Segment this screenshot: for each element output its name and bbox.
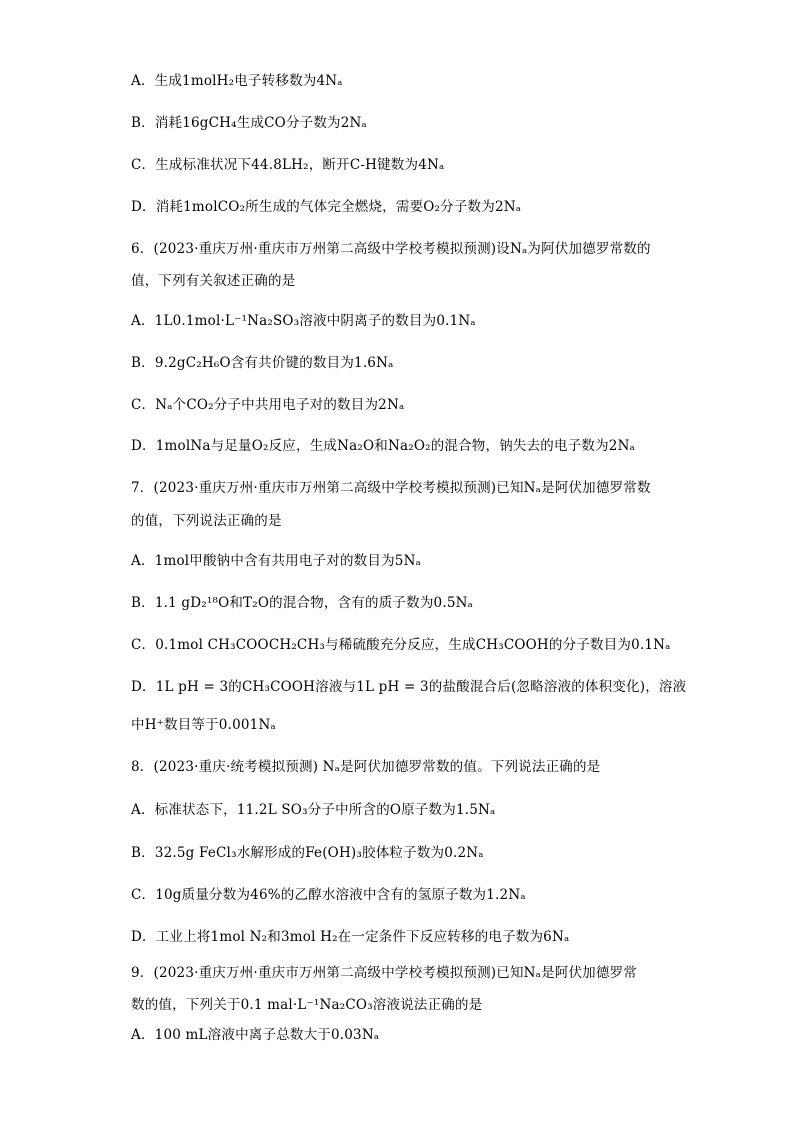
option-line: A．1L0.1mol·L⁻¹Na₂SO₃溶液中阴离子的数目为0.1Nₐ: [131, 313, 476, 329]
option-line: A．生成1molH₂电子转移数为4Nₐ: [131, 73, 343, 89]
question-stem: 6．(2023·重庆万州·重庆市万州第二高级中学校考模拟预测)设Nₐ为阿伏加德罗常数的: [131, 241, 651, 257]
option-line: B．消耗16gCH₄生成CO分子数为2Nₐ: [131, 115, 367, 131]
option-line: C．Nₐ个CO₂分子中共用电子对的数目为2Nₐ: [131, 397, 405, 413]
option-line: C．生成标准状况下44.8LH₂，断开C-H键数为4Nₐ: [131, 157, 445, 173]
question-stem: 9．(2023·重庆万州·重庆市万州第二高级中学校考模拟预测)已知Nₐ是阿伏加德罗常: [131, 965, 637, 981]
question-stem-continued: 值，下列有关叙述正确的是: [131, 273, 296, 289]
option-line: B．1.1 gD₂¹⁸O和T₂O的混合物，含有的质子数为0.5Nₐ: [131, 595, 474, 611]
question-stem-continued: 的值，下列说法正确的是: [131, 513, 282, 529]
question-stem-continued: 数的值，下列关于0.1 mal·L⁻¹Na₂CO₃溶液说法正确的是: [131, 997, 483, 1013]
option-line: D．1L pH = 3的CH₃COOH溶液与1L pH = 3的盐酸混合后(忽略溶液的体积变化)，溶液: [131, 679, 687, 695]
option-line: C．0.1mol CH₃COOCH₂CH₃与稀硫酸充分反应，生成CH₃COOH的分子数目为0.1Nₐ: [131, 637, 671, 653]
option-line: B．9.2gC₂H₆O含有共价键的数目为1.6Nₐ: [131, 355, 394, 371]
question-stem: 8．(2023·重庆·统考模拟预测) Nₐ是阿伏加德罗常数的值。下列说法正确的是: [131, 759, 601, 775]
question-stem: 7．(2023·重庆万州·重庆市万州第二高级中学校考模拟预测)已知Nₐ是阿伏加德罗常数: [131, 480, 651, 496]
option-line: D．工业上将1mol N₂和3mol H₂在一定条件下反应转移的电子数为6Nₐ: [131, 929, 570, 945]
option-line: A．100 mL溶液中离子总数大于0.03Nₐ: [131, 1027, 380, 1043]
option-line: A．1mol甲酸钠中含有共用电子对的数目为5Nₐ: [131, 553, 421, 569]
option-line: D．1molNa与足量O₂反应，生成Na₂O和Na₂O₂的混合物，钠失去的电子数为2Nₐ: [131, 438, 636, 454]
option-line: B．32.5g FeCl₃水解形成的Fe(OH)₃胶体粒子数为0.2Nₐ: [131, 845, 484, 861]
option-line: A．标准状态下，11.2L SO₃分子中所含的O原子数为1.5Nₐ: [131, 802, 496, 818]
option-line-continued: 中H⁺数目等于0.001Nₐ: [131, 717, 276, 733]
option-line: D．消耗1molCO₂所生成的气体完全燃烧，需要O₂分子数为2Nₐ: [131, 199, 522, 215]
option-line: C．10g质量分数为46%的乙醇水溶液中含有的氢原子数为1.2Nₐ: [131, 887, 526, 903]
